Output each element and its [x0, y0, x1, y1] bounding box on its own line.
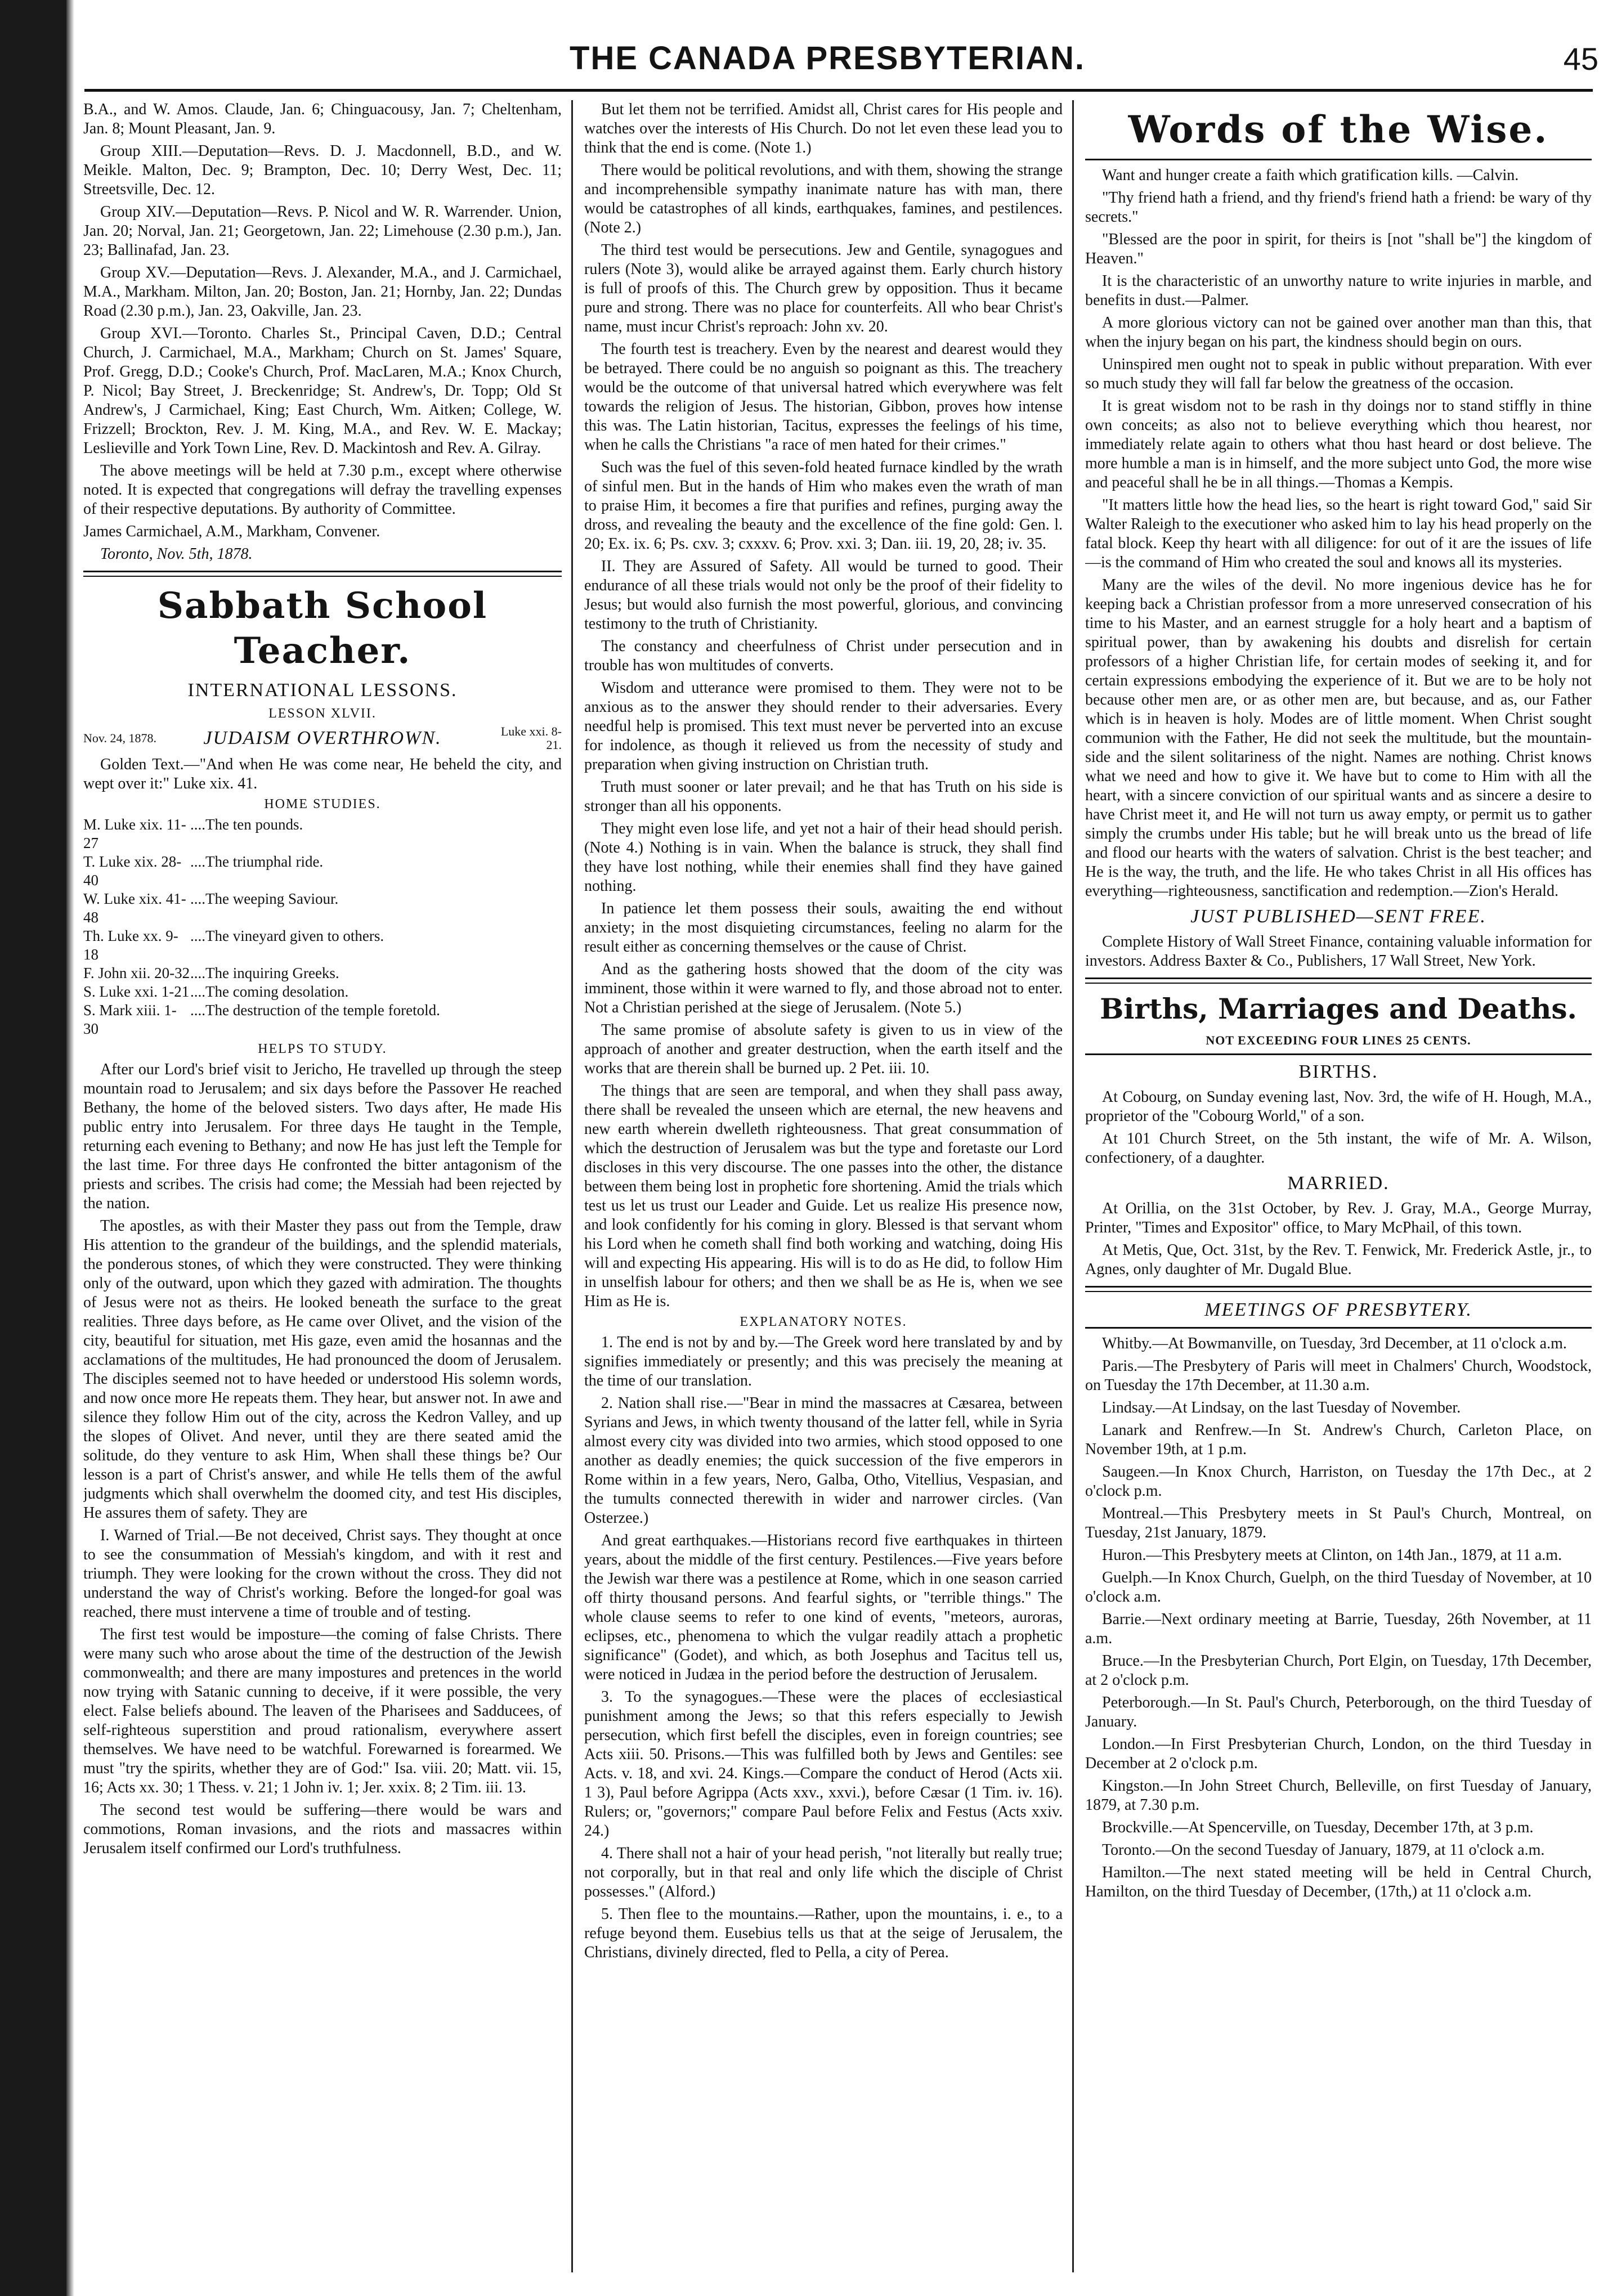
meeting-notice: London.—In First Presbyterian Church, London, on the third Tuesday in December at 2 o'clock p.m. — [1085, 1736, 1592, 1772]
paragraph: Group XIII.—Deputation—Revs. D. J. Macdonnell, B.D., and W. Meikle. Malton, Dec. 9; Brampton, Dec. 10; Derry West, Dec. 11; Streetsville, Dec. 12. — [83, 142, 562, 198]
quote: It is the characteristic of an unworthy nature to write injuries in marble, and benefits in dust.—Palmer. — [1085, 272, 1592, 309]
divider — [1085, 159, 1592, 160]
note: And great earthquakes.—Historians record five earthquakes in thirteen years, about the middle of the first century. Pestilences.—Five years before the Jewish war there was a pestilence at Rome, which in one season carried off thirty thousand persons. And fearful sights, or "terrible things." The whole clause seems to refer to one kind of events, "meteors, auroras, eclipses, etc., phenomena to which the vulgar readily attach a prophetic significance" (Godet), and which, as both Josephus and Tacitus tell us, were noticed in Judæa in the period before the destruction of Jerusalem. — [584, 1532, 1063, 1683]
column-1 — [83, 100, 562, 2284]
signature: James Carmichael, A.M., Markham, Convener. — [83, 523, 380, 540]
paragraph: I. Warned of Trial.—Be not deceived, Christ says. They thought at once to see the consummation of Messiah's kingdom, and with it rest and triumph. They were looking for the crown without the cross. They did not understand the way of Christ's working. Before the longed-for goal was reached, there must intervene a time of trouble and of testing. — [83, 1527, 562, 1621]
meeting-notice: Bruce.—In the Presbyterian Church, Port Elgin, on Tuesday, 17th December, at 2 o'clock p.m. — [1085, 1652, 1592, 1689]
masthead-rule — [84, 89, 1593, 92]
paragraph: The fourth test is treachery. Even by the nearest and dearest would they be betrayed. There could be no anguish so poignant as this. The treachery would be the outcome of that universal hatred which everywhere was felt towards the religion of Jesus. The historian, Gibbon, proves how intense this was. The Latin historian, Tacitus, expresses the feelings of his time, when he calls the Christians "a race of men hated for their crimes." — [584, 340, 1063, 454]
meeting-notice: Lindsay.—At Lindsay, on the last Tuesday of November. — [1102, 1399, 1461, 1416]
paragraph: In patience let them possess their souls, awaiting the end without anxiety; in the most disquieting circumstances, feeling no alarm for the result either as concerning themselves or the cause of Christ. — [584, 900, 1063, 956]
section-title: Sabbath School Teacher. — [157, 585, 488, 672]
meeting-notice: Hamilton.—The next stated meeting will be held in Central Church, Hamilton, on the third Tuesday of December, (17th,) at 11 o'clock a.m. — [1085, 1864, 1592, 1900]
divider — [1085, 977, 1592, 984]
lesson-reference: Luke xxi. 8-21. — [500, 724, 562, 752]
paragraph: Group XV.—Deputation—Revs. J. Alexander, M.A., and J. Carmichael, M.A., Markham. Milton, Jan. 20; Boston, Jan. 21; Hornby, Jan. 22; Dundas Road (2.30 p.m.), Jan. 23, Oakville, Jan. 23. — [83, 264, 562, 320]
study-ref: S. Luke xxi. 1-21 — [83, 983, 190, 1000]
helps-heading: HELPS TO STUDY. — [258, 1042, 387, 1056]
quote: Many are the wiles of the devil. No more ingenious device has he for keeping back a Christian professor from a more unreserved consecration of his time to his Master, and an earnest struggle for a holy heart and a baptism of spiritual power, than by awakening his doubts and disrelish for certain professors of a higher Christian life, for certain modes of seeking it, and for certain expressions embodying the experience of it. But we are to be holy not because other men are, or as other men are, but because, and as, our Father which is in heaven is holy. Modes are of little moment. When Christ sought communion with the Father, He did not seek the multitude, but the mountain-side and the silent solitariness of the night. Names are nothing. Christ knows what we need and how to give it. We have but to come to Him with all the heart, with a sincere conviction of our spiritual wants and as sincere a desire to have Christ meet it, and He will not turn us away empty, or permit us to gather simply the crumbs under His table; but he will break unto us the bread of life and flood our hearts with the waters of salvation. Christ is the best teacher; and He is the way, the truth, and the life. He who takes Christ in all His offices has everything—righteousness, sanctification and redemption.—Zion's Herald. — [1085, 576, 1592, 900]
note: 1. The end is not by and by.—The Greek word here translated by and by signifies immediately or presently; and this was precisely the meaning at the time of our translation. — [584, 1334, 1063, 1389]
quote: "Thy friend hath a friend, and thy friend's friend hath a friend: be wary of thy secrets." — [1085, 189, 1592, 226]
paragraph: Truth must sooner or later prevail; and he that has Truth on his side is stronger than all his opponents. — [584, 778, 1063, 815]
study-row — [83, 853, 562, 890]
column-divider — [1072, 100, 1074, 2272]
study-ref: Th. Luke xx. 9-18 — [83, 927, 178, 963]
column-2 — [584, 100, 1063, 2284]
study-ref: F. John xii. 20-32 — [83, 965, 190, 981]
paragraph: Such was the fuel of this seven-fold heated furnace kindled by the wrath of sinful men. But in the hands of Him who makes even the wrath of man to praise Him, it becomes a fire that purifies and refines, purging away the dross, and revealing the beauty and the excellence of the fine gold: Gen. l. 20; Ex. ix. 6; Ps. cxv. 3; cxxxv. 6; Prov. xxi. 3; Dan. iii. 19, 20, 28; iv. 35. — [584, 459, 1063, 553]
study-row — [83, 890, 562, 927]
section-title: Words of the Wise. — [1128, 107, 1549, 151]
quote: A more glorious victory can not be gained over another man than this, that when the injury began on his part, the kindness should begin on ours. — [1085, 314, 1592, 351]
scan-binding-edge — [0, 0, 66, 2296]
study-ref: M. Luke xix. 11-27 — [83, 816, 186, 851]
column-divider — [571, 100, 573, 2272]
quote: It is great wisdom not to be rash in thy doings nor to stand stiffly in thine own conceits; as also not to believe everything which thou hearest, nor immediately relate again to others what thou hast heard or dost believe. The more humble a man is in himself, and the more subject unto God, the more wise and peaceful shall he be in all things.—Thomas a Kempis. — [1085, 397, 1592, 491]
paragraph: The apostles, as with their Master they pass out from the Temple, draw His attention to the grandeur of the buildings, and the splendid materials, the ponderous stones, of which they were constructed. They were thinking only of the outward, upon which they gazed with admiration. The thoughts of Jesus were not as theirs. He looked beneath the surface to the great realities. Three days before, as He came over Olivet, and the vision of the city, beautiful for situation, met His gaze, even amid the hosannas and the acclamations of the multitudes, He had pronounced the doom of Jerusalem. The disciples seemed not to have heeded or understood His solemn words, and now once more He repeats them. They hear, but answer not. In awe and silence they follow Him out of the city, across the Kedron Valley, and up the slopes of Olivet. And never, until they are there seated amid the solitude, do they venture to ask Him, When shall these things be? Our lesson is a part of Christ's answer, and while He tells them of the awful judgments which shall overwhelm the doomed city, and test His disciples, He assures them of safety. They are — [83, 1217, 562, 1522]
paragraph: The first test would be imposture—the coming of false Christs. There were many such who arose about the time of the destruction of the Jewish commonwealth; and there are many impostures and pretences in the world now trying with Satanic cunning to deceive, if it were possible, the very elect. False beliefs abound. The leaven of the Pharisees and Sadducees, of self-righteous superstition and proud rationalism, everywhere assert themselves. We have need to be watchful. Forewarned is forearmed. We must "try the spirits, whether they are of God:" Isa. viii. 20; Matt. vii. 15, 16; Acts xx. 30; 1 Thess. v. 21; 1 John iv. 1; Jer. xxix. 8; 2 Tim. iii. 13. — [83, 1626, 562, 1796]
paragraph: Wisdom and utterance were promised to them. They were not to be anxious as to the answer they should render to their adversaries. Every needful help is promised. This text must never be perverted into an excuse for indolence, as though it relieved us from the necessity of study and preparation when giving instruction on Christian truth. — [584, 679, 1063, 773]
quote: Uninspired men ought not to speak in public without preparation. With ever so much study they will fall far below the greatness of the occasion. — [1085, 356, 1592, 392]
note: 5. Then flee to the mountains.—Rather, upon the mountains, i. e., to a refuge beyond them. Eusebius tells us that at the seige of Jerusalem, the Christians, divinely directed, fled to Pella, a city of Perea. — [584, 1905, 1063, 1961]
study-ref: T. Luke xix. 28-40 — [83, 853, 182, 889]
study-row — [83, 964, 562, 983]
meeting-notice: Brockville.—At Spencerville, on Tuesday, December 17th, at 3 p.m. — [1102, 1819, 1534, 1836]
bmd-title: Births, Marriages and Deaths. — [1100, 992, 1577, 1025]
meeting-notice: Guelph.—In Knox Church, Guelph, on the third Tuesday of November, at 10 o'clock a.m. — [1085, 1569, 1592, 1606]
study-topic: ....The coming desolation. — [190, 983, 349, 1000]
meetings-heading: MEETINGS OF PRESBYTERY. — [1204, 1299, 1472, 1320]
scan-shadow — [66, 0, 74, 2296]
notice: At Metis, Que, Oct. 31st, by the Rev. T. Fenwick, Mr. Frederick Astle, jr., to Agnes, only daughter of Mr. Dugald Blue. — [1085, 1241, 1592, 1278]
study-topic: ....The ten pounds. — [190, 816, 303, 833]
advertisement: Complete History of Wall Street Finance, containing valuable information for investors. Address Baxter & Co., Publishers, 17 Wall Street, New York. — [1085, 933, 1592, 970]
study-topic: ....The vineyard given to others. — [190, 927, 384, 944]
column-3 — [1085, 100, 1592, 2284]
meeting-notice: Huron.—This Presbytery meets at Clinton, on 14th Jan., 1879, at 11 a.m. — [1102, 1546, 1562, 1564]
paragraph: The third test would be persecutions. Jew and Gentile, synagogues and rulers (Note 3), would alike be arrayed against them. Early church history is full of proofs of this. The Church grew by opposition. Thus it became pure and strong. There was no place for counterfeits. All who bear Christ's name, must incur Christ's reproach: John xv. 20. — [584, 241, 1063, 335]
notice: At 101 Church Street, on the 5th instant, the wife of Mr. A. Wilson, confectionery, of a daughter. — [1085, 1130, 1592, 1167]
lesson-title: JUDAISM OVERTHROWN. — [203, 728, 442, 748]
study-row — [83, 815, 562, 853]
paragraph: They might even lose life, and yet not a hair of their head should perish. (Note 4.) Nothing is in vain. When the balance is struck, they shall find they have lost nothing, while their enemies shall find they have gained nothing. — [584, 820, 1063, 895]
intl-lessons-heading: INTERNATIONAL LESSONS. — [187, 680, 458, 701]
page-number: 45 — [1563, 41, 1598, 77]
meeting-notice: Whitby.—At Bowmanville, on Tuesday, 3rd December, at 11 o'clock a.m. — [1102, 1335, 1567, 1352]
study-ref: W. Luke xix. 41-48 — [83, 890, 186, 926]
study-topic: ....The inquiring Greeks. — [190, 965, 339, 981]
meeting-notice: Montreal.—This Presbytery meets in St Paul's Church, Montreal, on Tuesday, 21st January, 1879. — [1085, 1505, 1592, 1541]
bmd-rate-note: NOT EXCEEDING FOUR LINES 25 CENTS. — [1206, 1033, 1471, 1047]
paragraph: After our Lord's brief visit to Jericho, He travelled up through the steep mountain road to Jerusalem; and six days before the Passover He reached Bethany, the home of the beloved sisters. Two days after, He made His public entry into Jerusalem. For three days He taught in the Temple, returning each evening to Bethany; and now He has just left the Temple for the last time. For three days He confronted the bitter antagonism of the priests and scribes. The crisis had come; the Messiah had been rejected by the nation. — [83, 1061, 562, 1212]
quote: "Blessed are the poor in spirit, for theirs is [not "shall be"] the kingdom of Heaven." — [1085, 231, 1592, 267]
masthead — [79, 39, 1598, 90]
note: 2. Nation shall rise.—"Bear in mind the massacres at Cæsarea, between Syrians and Jews, in which twenty thousand of the latter fell, while in Syria almost every city was divided into two armies, which stood opposed to one another as deadly enemies; the quick succession of the five emperors in Rome within in a few years, Nero, Galba, Otho, Vitellius, Vespasian, and the tumults connected therewith in wider and narrower circles. (Van Osterzee.) — [584, 1394, 1063, 1527]
paragraph: II. They are Assured of Safety. All would be turned to good. Their endurance of all these trials would not only be the proof of their fidelity to Jesus; but would also furnish the most powerful, glorious, and convincing testimony to the truth of Christianity. — [584, 558, 1063, 633]
study-topic: ....The triumphal ride. — [190, 853, 324, 870]
births-heading: BIRTHS. — [1298, 1061, 1378, 1082]
paragraph: The second test would be suffering—there would be wars and commotions, Roman invasions, and the riots and massacres within Jerusalem itself confirmed our Lord's truthfulness. — [83, 1801, 562, 1857]
meeting-notice: Kingston.—In John Street Church, Belleville, on first Tuesday of January, 1879, at 7.30 p.m. — [1085, 1777, 1592, 1814]
study-ref: S. Mark xiii. 1-30 — [83, 1002, 177, 1037]
notice: At Cobourg, on Sunday evening last, Nov. 3rd, the wife of H. Hough, M.A., proprietor of the "Cobourg World," of a son. — [1085, 1088, 1592, 1125]
quote: Want and hunger create a faith which gratification kills. —Calvin. — [1102, 167, 1519, 184]
divider — [1085, 1286, 1592, 1292]
paragraph: Group XIV.—Deputation—Revs. P. Nicol and W. R. Warrender. Union, Jan. 20; Norval, Jan. 21; Georgetown, Jan. 22; Limehouse (2.30 p.m.), Jan. 23; Ballinafad, Jan. 23. — [83, 203, 562, 259]
notice: At Orillia, on the 31st October, by Rev. J. Gray, M.A., George Murray, Printer, "Times and Expositor" office, to Mary McPhail, of this town. — [1085, 1200, 1592, 1236]
divider — [1085, 1327, 1592, 1329]
meeting-notice: Saugeen.—In Knox Church, Harriston, on Tuesday the 17th Dec., at 2 o'clock p.m. — [1085, 1463, 1592, 1500]
study-row — [83, 927, 562, 964]
note: 3. To the synagogues.—These were the places of ecclesiastical punishment among the Jews; so that this refers especially to Jewish persecution, which first befell the disciples, even in foreign countries; see Acts xiii. 50. Prisons.—This was fulfilled both by Jews and Gentiles: see Acts. v. 18, and xvi. 24. Kings.—Compare the conduct of Herod (Acts xii. 1 3), Paul before Agrippa (Acts xxv., xxvi.), before Cæsar (1 Tim. iv. 16). Rulers; or, "governors;" compare Paul before Felix and Festus (Acts xxiv. 24.) — [584, 1688, 1063, 1840]
study-row — [83, 1001, 562, 1038]
home-studies-list — [83, 815, 562, 1038]
paragraph: The same promise of absolute safety is given to us in view of the approach of another and greater destruction, when the earth itself and the works that are therein shall be burned up. 2 Pet. iii. 10. — [584, 1021, 1063, 1077]
paragraph: The constancy and cheerfulness of Christ under persecution and in trouble has won multitudes of converts. — [584, 638, 1063, 674]
meeting-notice: Toronto.—On the second Tuesday of January, 1879, at 11 o'clock a.m. — [1102, 1841, 1545, 1859]
married-heading: MARRIED. — [1287, 1173, 1390, 1194]
study-topic: ....The weeping Saviour. — [190, 890, 339, 907]
paragraph: B.A., and W. Amos. Claude, Jan. 6; Chinguacousy, Jan. 7; Cheltenham, Jan. 8; Mount Pleasant, Jan. 9. — [83, 101, 562, 137]
quote: "It matters little how the head lies, so the heart is right toward God," said Sir Walter Raleigh to the executioner who asked him to lay his head properly on the fatal block. Keep thy heart with all diligence: for out of it are the issues of life—is the command of Him who created the soul and knows all its mysteries. — [1085, 496, 1592, 571]
meeting-notice: Lanark and Renfrew.—In St. Andrew's Church, Carleton Place, on November 19th, at 1 p.m. — [1085, 1421, 1592, 1458]
meeting-notice: Barrie.—Next ordinary meeting at Barrie, Tuesday, 26th November, at 11 a.m. — [1085, 1611, 1592, 1647]
home-studies-heading: HOME STUDIES. — [264, 797, 381, 811]
dateline: Toronto, Nov. 5th, 1878. — [100, 545, 253, 563]
lesson-number: LESSON XLVII. — [268, 706, 377, 721]
lesson-header — [83, 725, 562, 752]
paragraph: The above meetings will be held at 7.30 p.m., except where otherwise noted. It is expected that congregations will defray the travelling expenses of their respective deputations. By authority of Committee. — [83, 462, 562, 518]
lesson-date: Nov. 24, 1878. — [83, 731, 156, 745]
paragraph: The things that are seen are temporal, and when they shall pass away, there shall be revealed the unseen which are eternal, the new heavens and new earth wherein dwelleth righteousness. That great consummation of which the destruction of Jerusalem was but the type and foretaste our Lord discloses in this very discourse. The one passes into the other, the distance between them being lost in prophetic fore shortening. Amid the trials which test us let us trust our Leader and Guide. Let us realize His presence now, and look confidently for his coming in glory. Blessed is that servant whom his Lord when he cometh shall find both working and watching, doing His will and expecting His appearing. His will is to do as He did, to follow Him in unselfish labour for others; and then we shall be as He is, when we see Him as He is. — [584, 1082, 1063, 1310]
study-topic: ....The destruction of the temple foretold. — [190, 1002, 440, 1019]
paragraph: There would be political revolutions, and with them, showing the strange and incomprehensible sympathy inanimate nature has with man, there would be catastrophes of all kinds, earthquakes, famines, and pestilences. (Note 2.) — [584, 162, 1063, 236]
divider — [1085, 1053, 1592, 1055]
meeting-notice: Peterborough.—In St. Paul's Church, Peterborough, on the third Tuesday of January. — [1085, 1694, 1592, 1730]
paragraph: Group XVI.—Toronto. Charles St., Principal Caven, D.D.; Central Church, J. Carmichael, M.A., Markham; Church on St. James' Square, Prof. Gregg, D.D.; Cooke's Church, Prof. MacLaren, M.A.; Knox Church, P. Nicol; Bay Street, J. Breckenridge; St. Andrew's, Dr. Topp; Old St Andrew's, J Carmichael, King; East Church, Wm. Aitken; College, W. Frizzell; Brockton, Rev. J. M. King, M.A., and Rev. W. E. Mackay; Leslieville and York Town Line, Rev. D. Mackintosh and Rev. A. Gilray. — [83, 325, 562, 457]
golden-text: Golden Text.—"And when He was come near, He beheld the city, and wept over it:" Luke xix. 41. — [83, 756, 562, 792]
page-title: THE CANADA PRESBYTERIAN. — [570, 40, 1085, 77]
study-row — [83, 983, 562, 1001]
notes-heading: EXPLANATORY NOTES. — [740, 1315, 907, 1329]
divider — [83, 571, 562, 577]
paragraph: And as the gathering hosts showed that the doom of the city was imminent, those within it were warned to fly, and those abroad not to enter. Not a Christian perished at the siege of Jerusalem. (Note 5.) — [584, 961, 1063, 1016]
paragraph: But let them not be terrified. Amidst all, Christ cares for His people and watches over the interests of His Church. Do not let even these lead you to think that the end is come. (Note 1.) — [584, 101, 1063, 156]
meeting-notice: Paris.—The Presbytery of Paris will meet in Chalmers' Church, Woodstock, on Tuesday the 17th December, at 11.30 a.m. — [1085, 1357, 1592, 1394]
note: 4. There shall not a hair of your head perish, "not literally but really true; not corporally, but in that real and only life which the disciple of Christ possesses." (Alford.) — [584, 1845, 1063, 1900]
published-heading: JUST PUBLISHED—SENT FREE. — [1190, 906, 1486, 927]
